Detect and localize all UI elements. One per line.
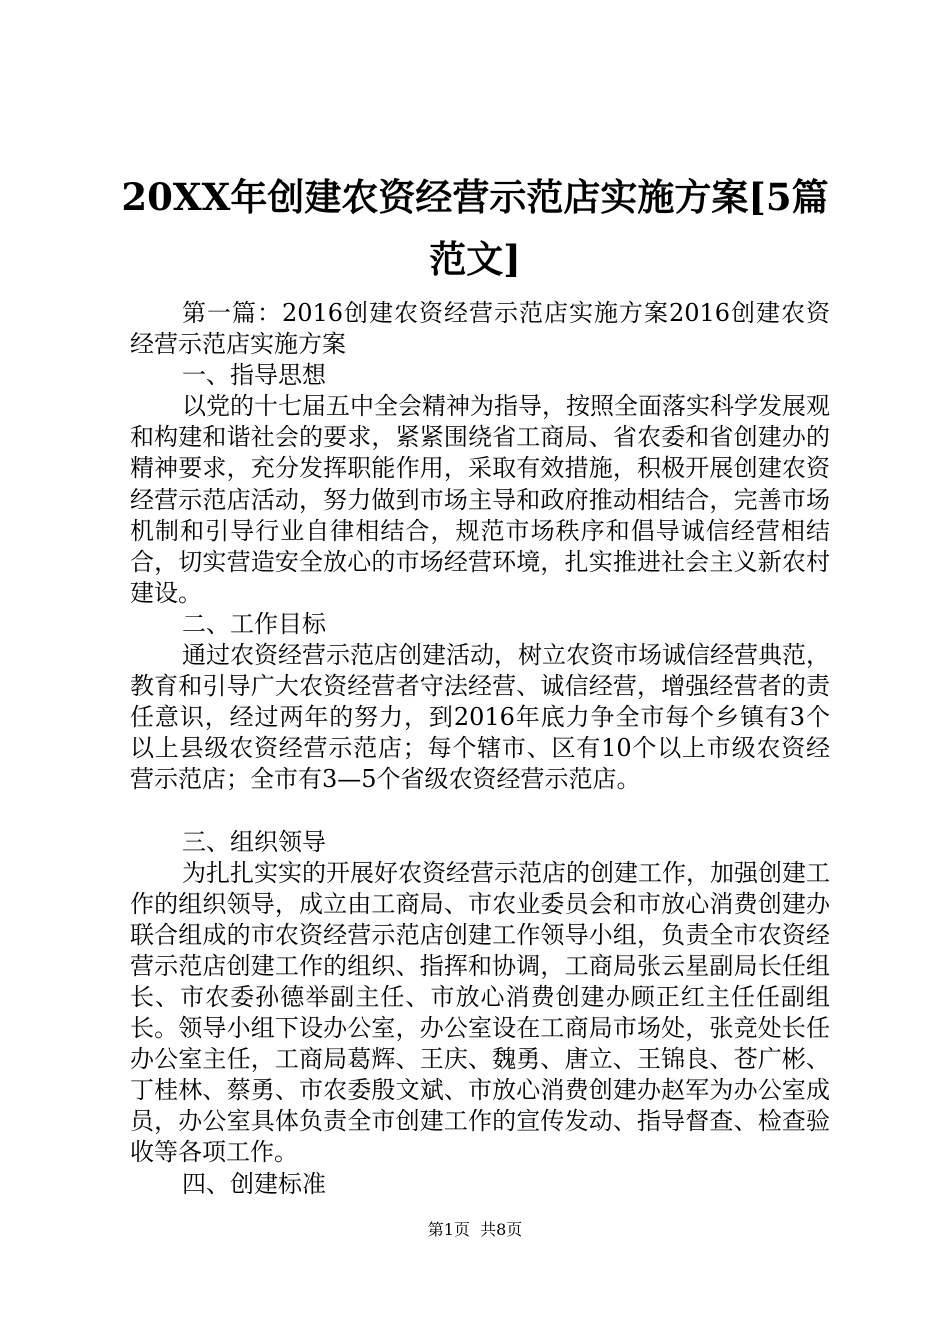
document-title: 20XX年创建农资经营示范店实施方案[5篇范文]	[121, 175, 829, 281]
section-heading-organization: 三、组织领导	[182, 827, 326, 856]
paragraph-guiding-ideology: 以党的十七届五中全会精神为指导，按照全面落实科学发展观和构建和谐社会的要求，紧紧围绕省工商局、省农委和省创建办的精神要求，充分发挥职能作用，采取有效措施，积极开展创建农资经营示范店活动，努力做到市场主导和政府推动相结合，完善市场机制和引导行业自律相结合，规范市场秩序和倡导诚信经营相结合，切实营造安全放心的市场经营环境，扎实推进社会主义新农村建设。	[130, 392, 830, 607]
document-body	[130, 298, 830, 1200]
paragraph-chapter-heading: 第一篇：2016创建农资经营示范店实施方案2016创建农资经营示范店实施方案	[130, 299, 830, 359]
page-footer	[0, 1217, 950, 1240]
section-heading-standards: 四、创建标准	[182, 1169, 326, 1198]
paragraph-work-goals: 通过农资经营示范店创建活动，树立农资市场诚信经营典范，教育和引导广大农资经营者守法经营、诚信经营，增强经营者的责任意识，经过两年的努力，到2016年底力争全市每个乡镇有3个以上县级农资经营示范店；每个辖市、区有10个以上市级农资经营示范店；全市有3—5个省级农资经营示范店。	[130, 641, 830, 794]
paragraph-organization: 为扎扎实实的开展好农资经营示范店的创建工作，加强创建工作的组织领导，成立由工商局、市农业委员会和市放心消费创建办联合组成的市农资经营示范店创建工作领导小组，负责全市农资经营示范店创建工作的组织、指挥和协调，工商局张云星副局长任组长、市农委孙德举副主任、市放心消费创建办顾正红主任任副组长。领导小组下设办公室，办公室设在工商局市场处，张竞处长任办公室主任，工商局葛辉、王庆、魏勇、唐立、王锦良、苍广彬、丁桂林、蔡勇、市农委殷文斌、市放心消费创建办赵军为办公室成员，办公室具体负责全市创建工作的宣传发动、指导督查、检查验收等各项工作。	[130, 858, 830, 1167]
section-heading-work-goals: 二、工作目标	[182, 609, 326, 638]
section-heading-guiding-ideology: 一、指导思想	[182, 361, 326, 390]
page-number-label: 第1页 共8页	[427, 1220, 523, 1239]
